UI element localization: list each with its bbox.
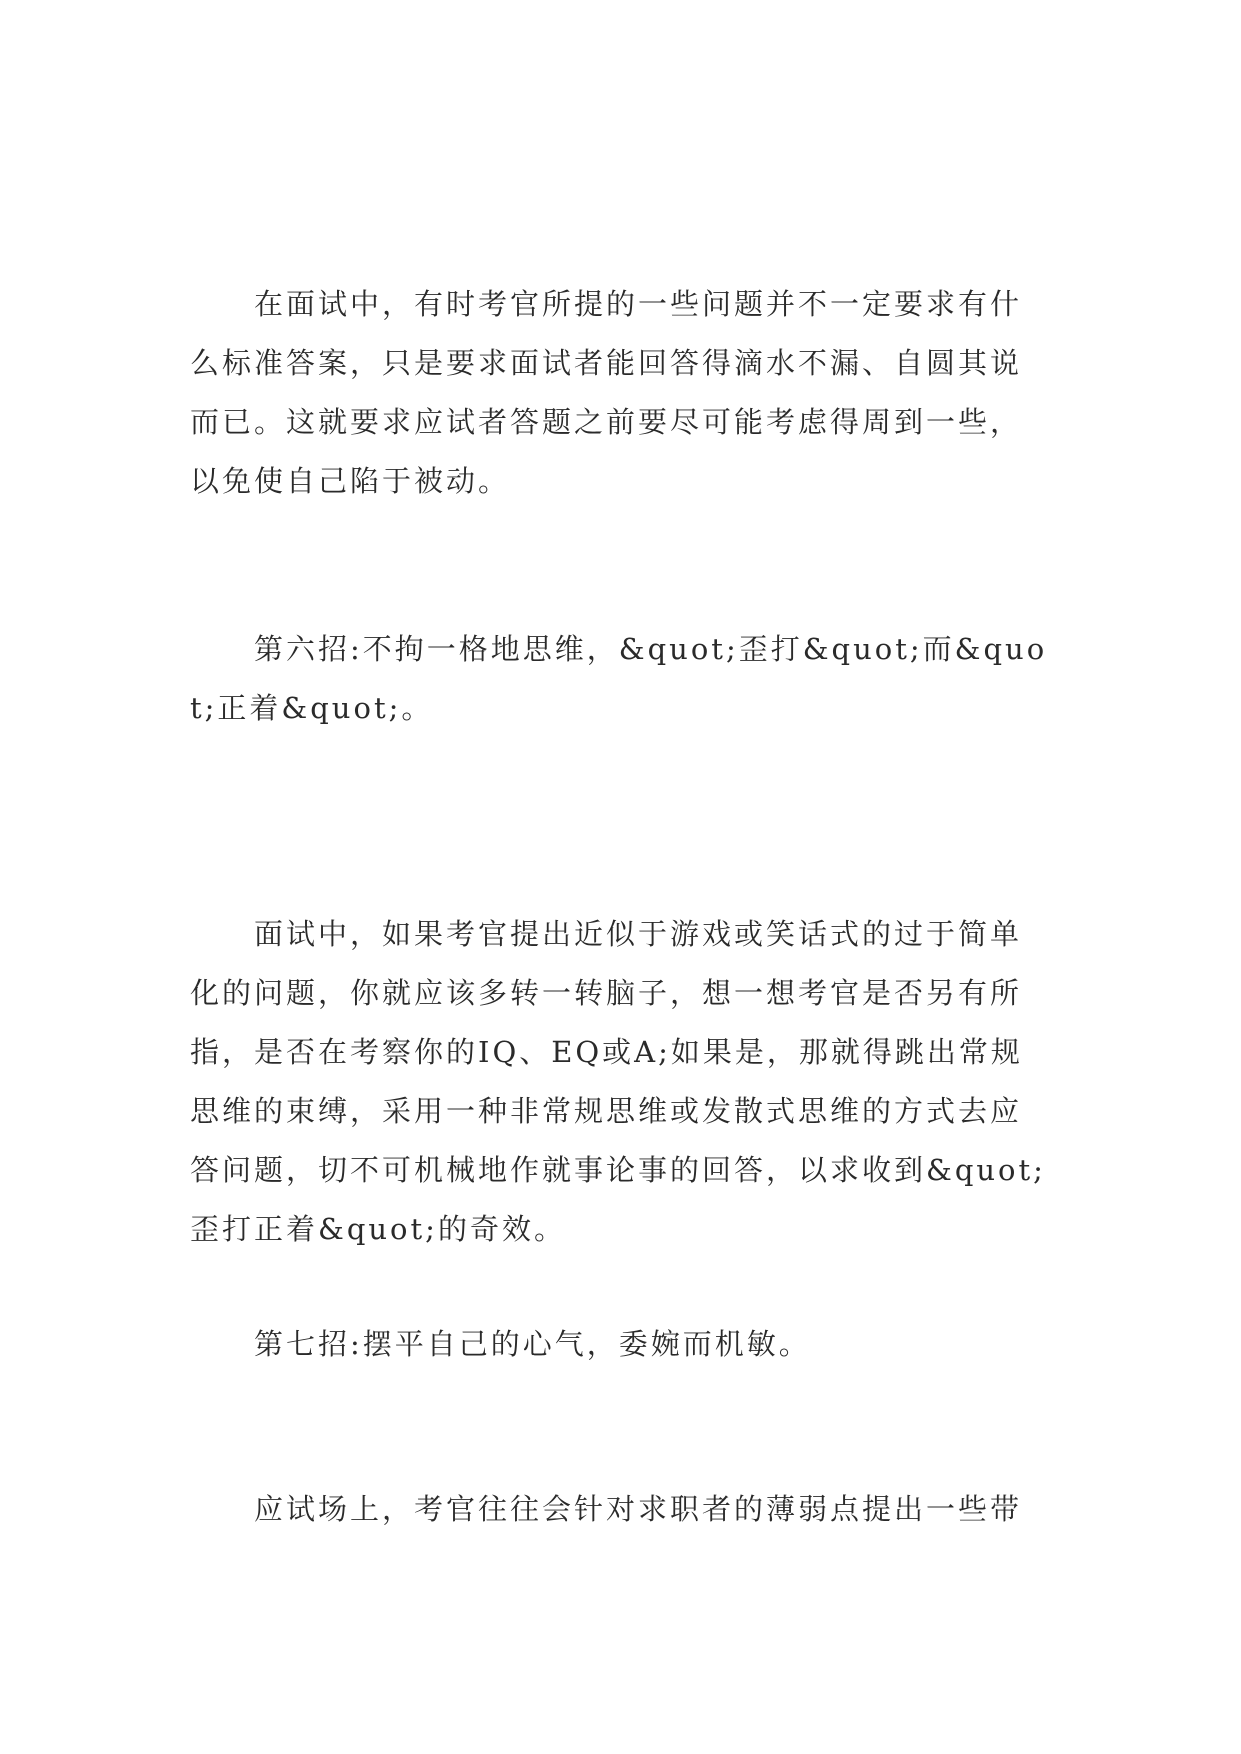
heading-tip-six: 第六招:不拘一格地思维，&quot;歪打&quot;而&quot;正着&quot;。 (190, 632, 1048, 725)
paragraph-unconventional-thinking: 面试中，如果考官提出近似于游戏或笑话式的过于简单化的问题，你就应该多转一转脑子，想一想考官是否另有所指，是否在考察你的IQ、EQ或A;如果是，那就得跳出常规思维的束缚，采用一种非常规思维或发散式思维的方式去应答问题，切不可机械地作就事论事的回答，以求收到&quot;歪打正着&quot;的奇效。 (190, 917, 1046, 1246)
heading-tip-seven: 第七招:摆平自己的心气，委婉而机敏。 (254, 1327, 811, 1361)
paragraph-interview-answers: 在面试中，有时考官所提的一些问题并不一定要求有什么标准答案，只是要求面试者能回答得滴水不漏、自圆其说而已。这就要求应试者答题之前要尽可能考虑得周到一些，以免使自己陷于被动。 (190, 287, 1023, 498)
paragraph-weak-points: 应试场上，考官往往会针对求职者的薄弱点提出一些带 (254, 1492, 1023, 1526)
